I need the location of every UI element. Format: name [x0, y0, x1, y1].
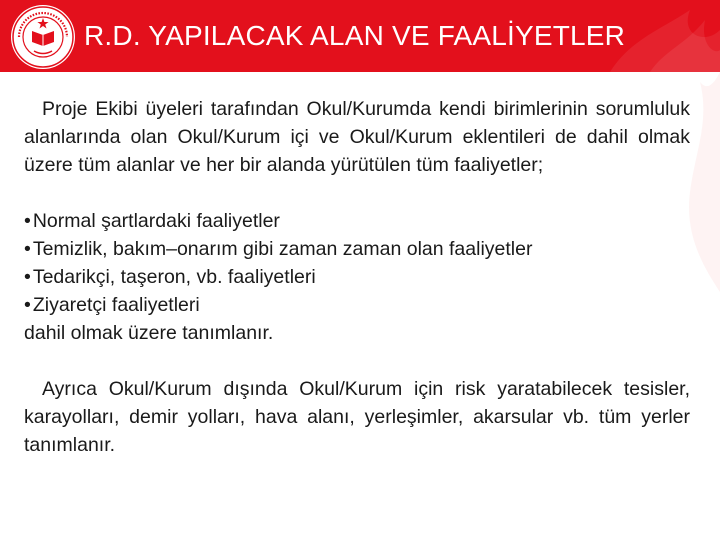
list-item — [24, 291, 690, 319]
list-tail-text: dahil olmak üzere tanımlanır. — [24, 322, 274, 344]
second-paragraph: Ayrıca Okul/Kurum dışında Okul/Kurum için risk yaratabilecek tesisler, karayolları, demir yolları, hava alanı, yerleşimler, akarsular vb. tüm yerler tanımlanır. — [24, 378, 690, 456]
list-item — [24, 207, 690, 235]
page-title: R.D. YAPILACAK ALAN VE FAALİYETLER — [84, 20, 626, 51]
intro-paragraph: Proje Ekibi üyeleri tarafından Okul/Kurumda kendi birimlerinin sorumluluk alanlarında olan Okul/Kurum içi ve Okul/Kurum eklentileri de dahil olmak üzere tüm alanlar ve her bir alanda yürütülen tüm faaliyetler; — [24, 98, 690, 176]
bullet-icon: • — [24, 266, 31, 288]
bullet-icon: • — [24, 294, 31, 316]
list-item-text: Tedarikçi, taşeron, vb. faaliyetleri — [32, 266, 316, 288]
bullet-icon: • — [24, 210, 31, 232]
bullet-icon: • — [24, 238, 31, 260]
main-content — [24, 95, 690, 459]
list-item-text: Normal şartlardaki faaliyetler — [32, 210, 280, 232]
list-item — [24, 263, 690, 291]
activity-list — [24, 207, 690, 319]
meb-emblem-icon — [10, 4, 76, 70]
list-item — [24, 235, 690, 263]
list-item-text: Temizlik, bakım–onarım gibi zaman zaman olan faaliyetler — [32, 238, 533, 260]
header-bar — [0, 0, 720, 72]
list-item-text: Ziyaretçi faaliyetleri — [32, 294, 200, 316]
